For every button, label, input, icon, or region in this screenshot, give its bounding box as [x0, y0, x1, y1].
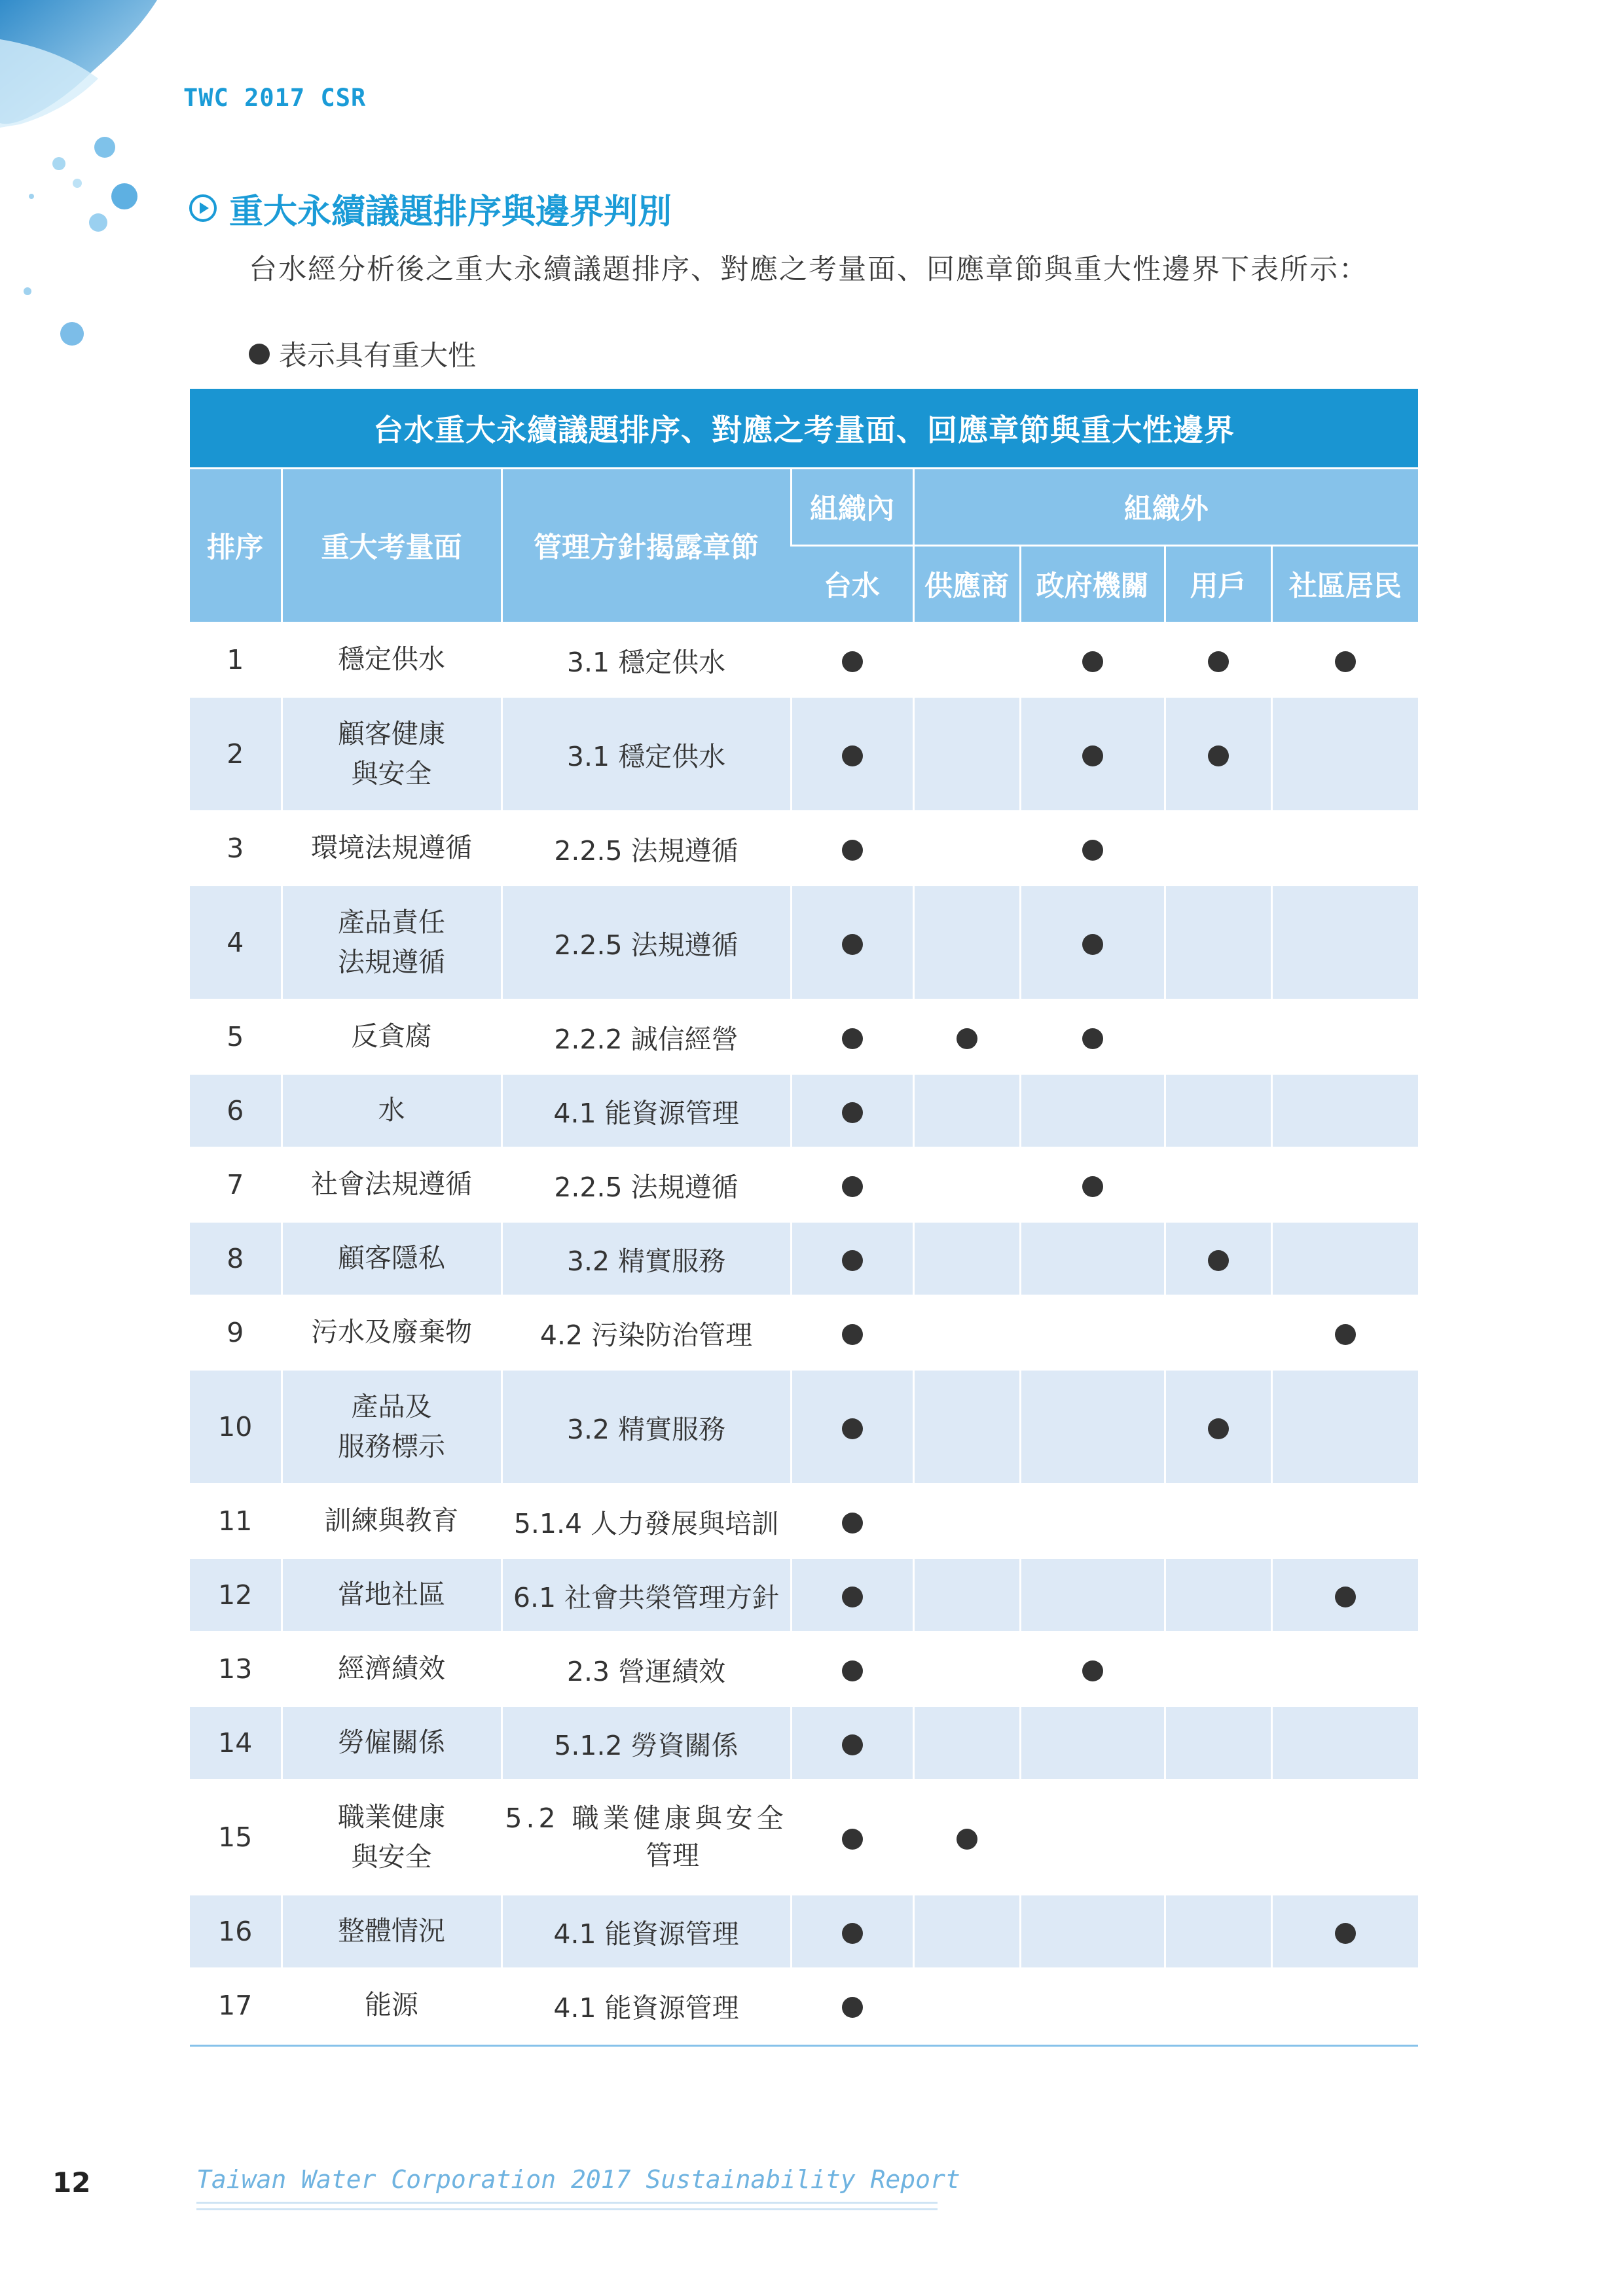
- footer-rule: [196, 2208, 938, 2210]
- boundary-cell-taiwan-water: [791, 1895, 913, 1969]
- materiality-dot-icon: [1082, 651, 1103, 672]
- table-bottom-rule: [190, 2045, 1418, 2047]
- filled-circle-icon: [249, 344, 270, 365]
- chapter-text: 6.1 社會共榮管理方針: [513, 1581, 780, 1613]
- boundary-cell-taiwan-water: [791, 1296, 913, 1370]
- aspect-text: 反貪腐: [351, 1020, 432, 1052]
- section-heading: [189, 182, 672, 234]
- boundary-cell-customer: [1165, 1074, 1271, 1148]
- chapter-text: 管理: [646, 1840, 699, 1871]
- table-row: [190, 1370, 1418, 1484]
- chapter-text: 4.1 能資源管理: [553, 1097, 739, 1129]
- chapter-cell: [501, 1222, 791, 1296]
- table-row: [190, 1558, 1418, 1632]
- chapter-cell: [501, 1000, 791, 1074]
- chapter-cell: [501, 1558, 791, 1632]
- header-community: 社區居民: [1271, 546, 1418, 623]
- table-row: [190, 812, 1418, 886]
- boundary-cell-supplier: [913, 697, 1020, 812]
- chapter-text: 3.1 穩定供水: [566, 740, 726, 772]
- boundary-cell-government: [1020, 886, 1165, 1000]
- boundary-cell-community: [1271, 1969, 1418, 2042]
- chapter-text: 3.2 精實服務: [566, 1245, 726, 1277]
- boundary-cell-taiwan-water: [791, 886, 913, 1000]
- aspect-cell: [282, 1484, 501, 1558]
- rank-cell: 8: [190, 1222, 282, 1296]
- boundary-cell-community: [1271, 1000, 1418, 1074]
- boundary-cell-taiwan-water: [791, 1370, 913, 1484]
- materiality-dot-icon: [1082, 1660, 1103, 1681]
- table-row: [190, 1074, 1418, 1148]
- aspect-text: 經濟績效: [338, 1653, 445, 1685]
- materiality-dot-icon: [1208, 651, 1229, 672]
- materiality-dot-icon: [1082, 1028, 1103, 1049]
- chapter-text: 4.2 污染防治管理: [539, 1319, 753, 1351]
- aspect-text: 顧客隱私: [338, 1242, 445, 1274]
- rank-cell: 2: [190, 697, 282, 812]
- aspect-text: 法規遵循: [338, 946, 445, 978]
- aspect-text: 與安全: [351, 1841, 432, 1873]
- chapter-text: 2.2.2 誠信經營: [554, 1023, 739, 1055]
- aspect-cell: [282, 1148, 501, 1222]
- aspect-text: 穩定供水: [338, 643, 445, 675]
- boundary-cell-community: [1271, 1895, 1418, 1969]
- materiality-dot-icon: [842, 1250, 863, 1271]
- section-title: 重大永續議題排序與邊界判別: [229, 192, 672, 232]
- materiality-dot-icon: [842, 1587, 863, 1607]
- materiality-dot-icon: [1335, 1923, 1356, 1944]
- boundary-cell-taiwan-water: [791, 1706, 913, 1780]
- boundary-cell-customer: [1165, 1558, 1271, 1632]
- materiality-dot-icon: [842, 1176, 863, 1197]
- boundary-cell-taiwan-water: [791, 1969, 913, 2042]
- rank-cell: 1: [190, 623, 282, 697]
- materiality-dot-icon: [842, 1028, 863, 1049]
- rank-cell: 5: [190, 1000, 282, 1074]
- boundary-cell-community: [1271, 623, 1418, 697]
- water-splash-decoration: [0, 0, 183, 367]
- boundary-cell-customer: [1165, 1370, 1271, 1484]
- boundary-cell-government: [1020, 1148, 1165, 1222]
- table-row: [190, 623, 1418, 697]
- materiality-dot-icon: [842, 934, 863, 955]
- aspect-cell: [282, 1969, 501, 2042]
- aspect-cell: [282, 1222, 501, 1296]
- rank-cell: 4: [190, 886, 282, 1000]
- boundary-cell-community: [1271, 1558, 1418, 1632]
- boundary-cell-taiwan-water: [791, 1074, 913, 1148]
- table-row: [190, 1706, 1418, 1780]
- boundary-cell-supplier: [913, 1780, 1020, 1895]
- aspect-cell: [282, 623, 501, 697]
- materiality-dot-icon: [842, 840, 863, 861]
- chapter-cell: [501, 1632, 791, 1706]
- boundary-cell-supplier: [913, 812, 1020, 886]
- aspect-text: 當地社區: [338, 1579, 445, 1611]
- boundary-cell-customer: [1165, 1969, 1271, 2042]
- boundary-cell-taiwan-water: [791, 1148, 913, 1222]
- boundary-cell-taiwan-water: [791, 697, 913, 812]
- boundary-cell-supplier: [913, 1074, 1020, 1148]
- chapter-text: 2.2.5 法規遵循: [554, 1171, 739, 1203]
- chapter-cell: [501, 1895, 791, 1969]
- boundary-cell-supplier: [913, 1706, 1020, 1780]
- boundary-cell-community: [1271, 1222, 1418, 1296]
- rank-cell: 10: [190, 1370, 282, 1484]
- chapter-cell: [501, 697, 791, 812]
- header-aspect: 重大考量面: [282, 469, 501, 623]
- materiality-dot-icon: [842, 651, 863, 672]
- materiality-dot-icon: [842, 1418, 863, 1439]
- boundary-cell-supplier: [913, 1370, 1020, 1484]
- header-external: 組織外: [913, 469, 1418, 546]
- aspect-text: 環境法規遵循: [311, 832, 472, 864]
- header-government: 政府機關: [1020, 546, 1165, 623]
- aspect-text: 職業健康: [338, 1801, 445, 1833]
- boundary-cell-customer: [1165, 1222, 1271, 1296]
- boundary-cell-government: [1020, 1370, 1165, 1484]
- rank-cell: 13: [190, 1632, 282, 1706]
- aspect-cell: [282, 1558, 501, 1632]
- rank-cell: 7: [190, 1148, 282, 1222]
- aspect-cell: [282, 1296, 501, 1370]
- boundary-cell-government: [1020, 1780, 1165, 1895]
- boundary-cell-customer: [1165, 1000, 1271, 1074]
- boundary-cell-supplier: [913, 1148, 1020, 1222]
- table-row: [190, 1969, 1418, 2042]
- boundary-cell-community: [1271, 812, 1418, 886]
- report-header-label: TWC 2017 CSR: [183, 84, 367, 112]
- rank-cell: 14: [190, 1706, 282, 1780]
- table-row: [190, 1484, 1418, 1558]
- boundary-cell-taiwan-water: [791, 1484, 913, 1558]
- boundary-cell-supplier: [913, 1222, 1020, 1296]
- materiality-dot-icon: [842, 1660, 863, 1681]
- legend-text: 表示具有重大性: [279, 340, 476, 372]
- aspect-text: 服務標示: [338, 1431, 445, 1462]
- materiality-dot-icon: [1335, 1324, 1356, 1345]
- table-row: [190, 1895, 1418, 1969]
- play-circle-icon: [189, 194, 217, 223]
- table-caption: 台水重大永續議題排序、對應之考量面、回應章節與重大性邊界: [190, 389, 1418, 469]
- chapter-cell: [501, 623, 791, 697]
- chapter-cell: [501, 1969, 791, 2042]
- boundary-cell-community: [1271, 1148, 1418, 1222]
- footer-rule: [196, 2202, 938, 2204]
- boundary-cell-taiwan-water: [791, 812, 913, 886]
- boundary-cell-taiwan-water: [791, 1222, 913, 1296]
- boundary-cell-taiwan-water: [791, 1632, 913, 1706]
- aspect-text: 整體情況: [338, 1915, 445, 1947]
- boundary-cell-customer: [1165, 1484, 1271, 1558]
- materiality-dot-icon: [842, 1102, 863, 1123]
- materiality-dot-icon: [1082, 840, 1103, 861]
- aspect-text: 產品責任: [338, 906, 445, 938]
- boundary-cell-government: [1020, 1222, 1165, 1296]
- boundary-cell-government: [1020, 1706, 1165, 1780]
- materiality-dot-icon: [1335, 651, 1356, 672]
- materiality-dot-icon: [1082, 745, 1103, 766]
- boundary-cell-government: [1020, 623, 1165, 697]
- chapter-cell: [501, 1074, 791, 1148]
- materiality-dot-icon: [957, 1829, 977, 1850]
- boundary-cell-taiwan-water: [791, 1780, 913, 1895]
- legend: [249, 334, 476, 374]
- materiality-dot-icon: [1082, 934, 1103, 955]
- page-number: 12: [52, 2166, 91, 2198]
- boundary-cell-supplier: [913, 1558, 1020, 1632]
- boundary-cell-government: [1020, 1074, 1165, 1148]
- chapter-text: 4.1 能資源管理: [553, 1918, 739, 1950]
- chapter-text: 2.2.5 法規遵循: [554, 834, 739, 867]
- boundary-cell-community: [1271, 697, 1418, 812]
- boundary-cell-supplier: [913, 1632, 1020, 1706]
- rank-cell: 9: [190, 1296, 282, 1370]
- boundary-cell-government: [1020, 812, 1165, 886]
- boundary-cell-taiwan-water: [791, 1558, 913, 1632]
- boundary-cell-customer: [1165, 623, 1271, 697]
- boundary-cell-customer: [1165, 886, 1271, 1000]
- chapter-text: 4.1 能資源管理: [553, 1992, 739, 2024]
- boundary-cell-government: [1020, 1632, 1165, 1706]
- boundary-cell-customer: [1165, 812, 1271, 886]
- table-row: [190, 1632, 1418, 1706]
- rank-cell: 3: [190, 812, 282, 886]
- rank-cell: 6: [190, 1074, 282, 1148]
- materiality-dot-icon: [1208, 1418, 1229, 1439]
- aspect-text: 能源: [365, 1989, 418, 2021]
- aspect-text: 污水及廢棄物: [311, 1316, 472, 1348]
- boundary-cell-community: [1271, 1706, 1418, 1780]
- boundary-cell-government: [1020, 1296, 1165, 1370]
- table-row: [190, 1222, 1418, 1296]
- aspect-text: 勞僱關係: [338, 1727, 445, 1759]
- rank-cell: 11: [190, 1484, 282, 1558]
- aspect-cell: [282, 1895, 501, 1969]
- materiality-dot-icon: [842, 1997, 863, 2018]
- materiality-dot-icon: [842, 1829, 863, 1850]
- chapter-cell: [501, 1370, 791, 1484]
- chapter-text: 3.2 精實服務: [566, 1413, 726, 1445]
- materiality-dot-icon: [842, 1734, 863, 1755]
- materiality-dot-icon: [842, 1324, 863, 1345]
- chapter-text: 2.3 營運績效: [566, 1655, 726, 1687]
- table-row: [190, 1780, 1418, 1895]
- rank-cell: 16: [190, 1895, 282, 1969]
- rank-cell: 15: [190, 1780, 282, 1895]
- boundary-cell-community: [1271, 1074, 1418, 1148]
- aspect-cell: [282, 1000, 501, 1074]
- aspect-cell: [282, 886, 501, 1000]
- aspect-cell: [282, 1780, 501, 1895]
- boundary-cell-government: [1020, 1969, 1165, 2042]
- materiality-dot-icon: [1208, 745, 1229, 766]
- table-row: [190, 1148, 1418, 1222]
- chapter-cell: [501, 1780, 791, 1895]
- boundary-cell-government: [1020, 1558, 1165, 1632]
- boundary-cell-supplier: [913, 1296, 1020, 1370]
- boundary-cell-supplier: [913, 1969, 1020, 2042]
- materiality-dot-icon: [842, 745, 863, 766]
- table-row: [190, 1296, 1418, 1370]
- chapter-cell: [501, 886, 791, 1000]
- boundary-cell-government: [1020, 1895, 1165, 1969]
- intro-paragraph: 台水經分析後之重大永續議題排序、對應之考量面、回應章節與重大性邊界下表所示：: [249, 253, 1368, 286]
- boundary-cell-taiwan-water: [791, 623, 913, 697]
- footer-report-title: Taiwan Water Corporation 2017 Sustainability Report: [196, 2165, 960, 2194]
- aspect-cell: [282, 1074, 501, 1148]
- boundary-cell-government: [1020, 1000, 1165, 1074]
- chapter-text: 2.2.5 法規遵循: [554, 929, 739, 961]
- chapter-cell: [501, 1706, 791, 1780]
- boundary-cell-community: [1271, 1780, 1418, 1895]
- chapter-text: 5.1.4 人力發展與培訓: [513, 1507, 779, 1539]
- header-customer: 用戶: [1165, 546, 1271, 623]
- table-row: [190, 1000, 1418, 1074]
- boundary-cell-community: [1271, 1370, 1418, 1484]
- boundary-cell-taiwan-water: [791, 1000, 913, 1074]
- aspect-text: 訓練與教育: [324, 1505, 459, 1537]
- boundary-cell-community: [1271, 1632, 1418, 1706]
- materiality-dot-icon: [842, 1923, 863, 1944]
- boundary-cell-community: [1271, 886, 1418, 1000]
- boundary-cell-customer: [1165, 1706, 1271, 1780]
- aspect-cell: [282, 1706, 501, 1780]
- table-body: [190, 623, 1418, 2042]
- aspect-cell: [282, 1632, 501, 1706]
- boundary-cell-supplier: [913, 1484, 1020, 1558]
- boundary-cell-supplier: [913, 1895, 1020, 1969]
- chapter-text: 5.2 職業健康與安全: [505, 1802, 788, 1834]
- boundary-cell-customer: [1165, 1296, 1271, 1370]
- aspect-text: 產品及: [351, 1390, 432, 1422]
- materiality-table: [190, 389, 1418, 2041]
- chapter-cell: [501, 1296, 791, 1370]
- materiality-dot-icon: [1208, 1250, 1229, 1271]
- chapter-text: 3.1 穩定供水: [566, 646, 726, 678]
- boundary-cell-customer: [1165, 1780, 1271, 1895]
- boundary-cell-customer: [1165, 1632, 1271, 1706]
- materiality-dot-icon: [842, 1513, 863, 1534]
- aspect-text: 顧客健康: [338, 717, 445, 749]
- boundary-cell-customer: [1165, 697, 1271, 812]
- table-row: [190, 697, 1418, 812]
- table-row: [190, 886, 1418, 1000]
- materiality-dot-icon: [1335, 1587, 1356, 1607]
- header-supplier: 供應商: [913, 546, 1020, 623]
- rank-cell: 12: [190, 1558, 282, 1632]
- header-chapter: 管理方針揭露章節: [501, 469, 791, 623]
- boundary-cell-customer: [1165, 1148, 1271, 1222]
- header-internal: 組織內: [791, 469, 913, 546]
- boundary-cell-supplier: [913, 886, 1020, 1000]
- boundary-cell-customer: [1165, 1895, 1271, 1969]
- boundary-cell-government: [1020, 697, 1165, 812]
- chapter-text: 5.1.2 勞資關係: [554, 1729, 739, 1761]
- aspect-cell: [282, 697, 501, 812]
- boundary-cell-supplier: [913, 623, 1020, 697]
- header-taiwan-water: 台水: [791, 546, 913, 623]
- rank-cell: 17: [190, 1969, 282, 2042]
- materiality-dot-icon: [957, 1028, 977, 1049]
- header-rank: 排序: [190, 469, 282, 623]
- boundary-cell-community: [1271, 1296, 1418, 1370]
- aspect-cell: [282, 812, 501, 886]
- boundary-cell-supplier: [913, 1000, 1020, 1074]
- chapter-cell: [501, 812, 791, 886]
- aspect-text: 社會法規遵循: [311, 1168, 472, 1200]
- aspect-text: 與安全: [351, 758, 432, 789]
- aspect-text: 水: [378, 1094, 405, 1126]
- chapter-cell: [501, 1148, 791, 1222]
- materiality-dot-icon: [1082, 1176, 1103, 1197]
- boundary-cell-government: [1020, 1484, 1165, 1558]
- boundary-cell-community: [1271, 1484, 1418, 1558]
- chapter-cell: [501, 1484, 791, 1558]
- aspect-cell: [282, 1370, 501, 1484]
